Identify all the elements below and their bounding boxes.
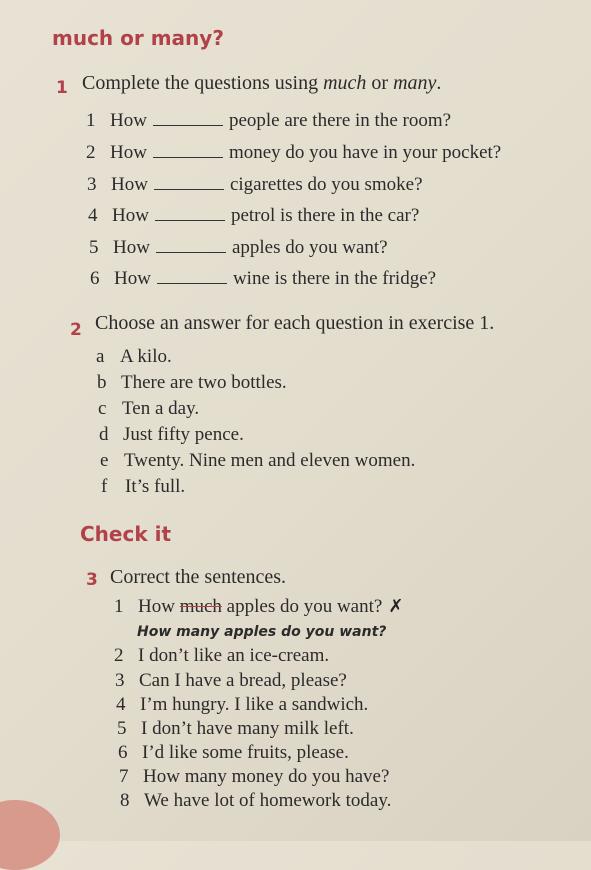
ex1-item bbox=[86, 110, 451, 132]
item-pre: How bbox=[111, 174, 148, 195]
instruction-text-or: or bbox=[366, 72, 394, 94]
item-text: I’m hungry. I like a sandwich. bbox=[140, 694, 369, 715]
item-pre: How bbox=[113, 237, 150, 258]
item-letter: b bbox=[97, 372, 107, 393]
item-number: 3 bbox=[115, 670, 125, 691]
exercise-2-instruction: Choose an answer for each question in exercise 1. bbox=[95, 312, 495, 334]
item-number: 4 bbox=[88, 205, 98, 226]
ex1-item bbox=[89, 237, 388, 259]
ex3-item bbox=[114, 645, 329, 667]
item-number: 3 bbox=[87, 174, 97, 195]
cross-icon: ✗ bbox=[388, 596, 404, 617]
item-number: 5 bbox=[117, 718, 127, 739]
item-text: Just fifty pence. bbox=[123, 424, 244, 445]
item-text: Can I have a bread, please? bbox=[139, 670, 347, 691]
item-text: I don’t have many milk left. bbox=[141, 718, 354, 739]
item-text: I don’t like an ice-cream. bbox=[138, 645, 330, 666]
item-post: money do you have in your pocket? bbox=[228, 142, 502, 163]
finger-image bbox=[0, 800, 60, 870]
ex3-example bbox=[114, 596, 403, 618]
item-number: 6 bbox=[118, 742, 128, 763]
item-pre: How bbox=[114, 268, 151, 289]
item-number: 7 bbox=[119, 766, 129, 787]
instruction-word-many: many bbox=[393, 72, 437, 94]
answer-blank[interactable] bbox=[154, 175, 224, 190]
item-post: petrol is there in the car? bbox=[230, 205, 420, 226]
item-letter: e bbox=[100, 450, 109, 471]
page-title: much or many? bbox=[52, 26, 224, 50]
item-pre: How bbox=[112, 205, 149, 226]
item-text: A kilo. bbox=[120, 346, 172, 367]
item-number: 1 bbox=[114, 596, 124, 617]
answer-blank[interactable] bbox=[157, 269, 227, 284]
item-post: apples do you want? bbox=[231, 237, 388, 258]
ex1-item bbox=[87, 174, 423, 196]
example-pre: How bbox=[138, 596, 180, 617]
check-it-heading: Check it bbox=[80, 522, 172, 546]
ex2-item bbox=[97, 372, 287, 394]
struck-word: much bbox=[179, 596, 222, 617]
item-text: We have lot of homework today. bbox=[144, 790, 392, 811]
ex1-item bbox=[86, 142, 501, 164]
ex1-item bbox=[90, 268, 436, 290]
ex3-item bbox=[120, 790, 391, 812]
item-post: cigarettes do you smoke? bbox=[229, 174, 423, 195]
exercise-3-number: 3 bbox=[86, 570, 98, 590]
item-text: Ten a day. bbox=[122, 398, 200, 419]
item-text: I’d like some fruits, please. bbox=[142, 742, 349, 763]
instruction-word-much: much bbox=[323, 72, 367, 94]
item-text: How many money do you have? bbox=[143, 766, 390, 787]
item-number: 1 bbox=[86, 110, 96, 131]
item-text: Twenty. Nine men and eleven women. bbox=[124, 450, 416, 471]
item-number: 6 bbox=[90, 268, 100, 289]
item-text: It’s full. bbox=[125, 476, 186, 497]
answer-blank[interactable] bbox=[155, 206, 225, 221]
item-number: 4 bbox=[116, 694, 126, 715]
ex3-item bbox=[116, 694, 368, 716]
ex2-item bbox=[99, 424, 244, 446]
ex3-item bbox=[117, 718, 354, 740]
item-letter: c bbox=[98, 398, 107, 419]
item-post: people are there in the room? bbox=[228, 110, 452, 131]
item-number: 8 bbox=[120, 790, 130, 811]
ex3-item bbox=[118, 742, 349, 764]
exercise-1-instruction bbox=[82, 72, 441, 95]
item-pre: How bbox=[110, 110, 147, 131]
exercise-3-instruction: Correct the sentences. bbox=[110, 566, 287, 588]
item-post: wine is there in the fridge? bbox=[232, 268, 437, 289]
item-letter: a bbox=[96, 346, 105, 367]
exercise-1-number: 1 bbox=[56, 78, 68, 98]
exercise-2-number: 2 bbox=[70, 320, 82, 340]
item-number: 2 bbox=[86, 142, 96, 163]
answer-blank[interactable] bbox=[153, 111, 223, 126]
example-correction: How many apples do you want? bbox=[137, 624, 387, 640]
ex2-item bbox=[98, 398, 199, 420]
item-number: 5 bbox=[89, 237, 99, 258]
instruction-period: . bbox=[436, 72, 442, 94]
ex1-item bbox=[88, 205, 419, 227]
item-text: There are two bottles. bbox=[121, 372, 287, 393]
item-letter: d bbox=[99, 424, 109, 445]
instruction-text: Complete the questions using bbox=[82, 72, 324, 94]
ex2-item bbox=[96, 346, 172, 368]
item-number: 2 bbox=[114, 645, 124, 666]
example-post: apples do you want? bbox=[221, 596, 383, 617]
ex3-item bbox=[115, 670, 347, 692]
ex3-item bbox=[119, 766, 389, 788]
ex2-item bbox=[100, 450, 415, 472]
item-pre: How bbox=[110, 142, 147, 163]
answer-blank[interactable] bbox=[156, 238, 226, 253]
answer-blank[interactable] bbox=[153, 143, 223, 158]
ex2-item bbox=[101, 476, 185, 498]
item-letter: f bbox=[101, 476, 108, 497]
